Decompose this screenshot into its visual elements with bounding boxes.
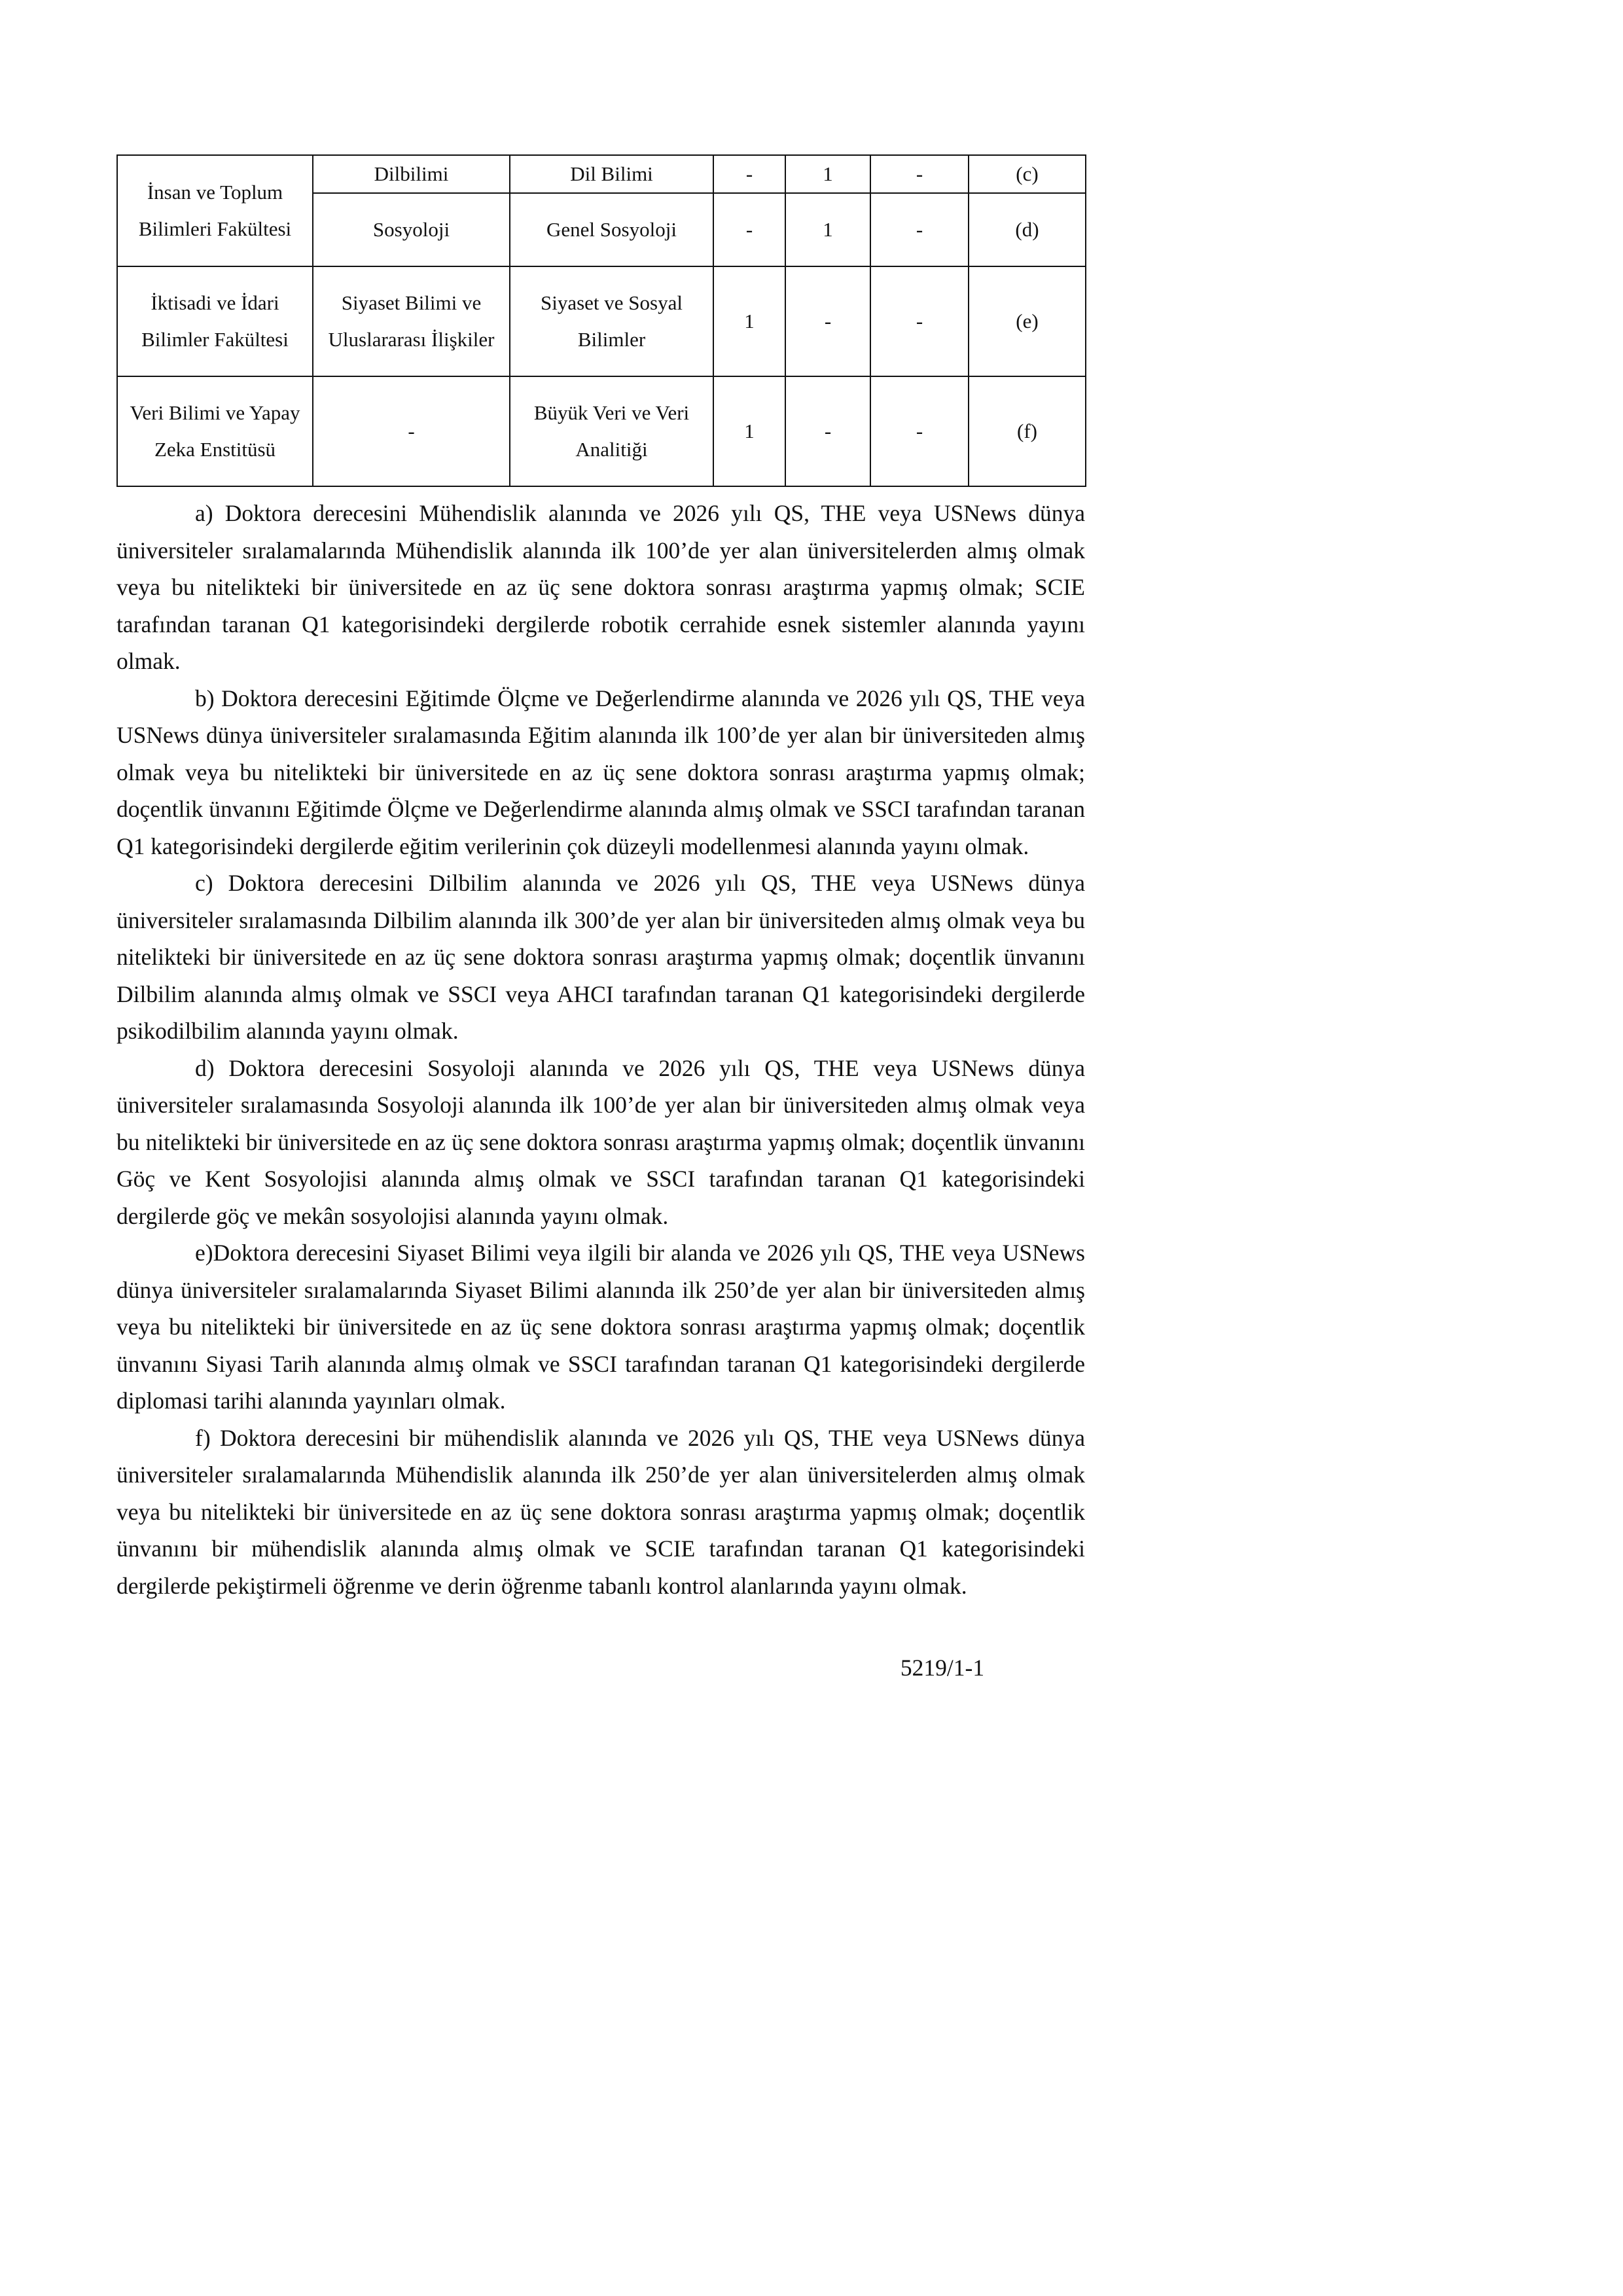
program-cell: Genel Sosyoloji	[510, 193, 713, 266]
requirement-paragraph-e: e)Doktora derecesini Siyaset Bilimi veya ilgili bir alanda ve 2026 yılı QS, THE veya USNews dünya üniversiteler sıralamalarında Siyaset Bilimi alanında ilk 250’de yer alan bir üniversiteden almış veya bu nitelikteki bir üniversitede en az üç sene doktora sonrası araştırma yapmış olmak; doçentlik ünvanını Siyasi Tarih alanında almış olmak ve SSCI tarafından taranan Q1 kategorisindeki dergilerde diplomasi tarihi alanında yayınları olmak.	[116, 1240, 1085, 1414]
count-cell: -	[785, 266, 870, 376]
requirement-paragraph-c: c) Doktora derecesini Dilbilim alanında ve 2026 yılı QS, THE veya USNews dünya üniversiteler sıralamasında Dilbilim alanında ilk 300’de yer alan bir üniversiteden almış olmak veya bu nitelikteki bir üniversitede en az üç sene doktora sonrası araştırma yapmış olmak; doçentlik ünvanını Dilbilim alanında almış olmak ve SSCI veya AHCI tarafından taranan Q1 kategorisindeki dergilerde psikodilbilim alanında yayını olmak.	[116, 870, 1085, 1044]
table-row	[117, 266, 1086, 376]
count-cell: 1	[713, 376, 785, 486]
faculty-cell: Veri Bilimi ve Yapay Zeka Enstitüsü	[117, 376, 313, 486]
program-cell: Büyük Veri ve Veri Analitiği	[510, 376, 713, 486]
requirements-text	[116, 495, 1085, 1604]
requirement-paragraph-b: b) Doktora derecesini Eğitimde Ölçme ve Değerlendirme alanında ve 2026 yılı QS, THE veya USNews dünya üniversiteler sıralamasında Eğitim alanında ilk 100’de yer alan bir üniversiteden almış olmak veya bu nitelikteki bir üniversitede en az üç sene doktora sonrası araştırma yapmış olmak; doçentlik ünvanını Eğitimde Ölçme ve Değerlendirme alanında almış olmak ve SSCI tarafından taranan Q1 kategorisindeki dergilerde eğitim verilerinin çok düzeyli modellenmesi alanında yayını olmak.	[116, 685, 1085, 859]
table-row	[117, 155, 1086, 193]
count-cell: -	[785, 376, 870, 486]
department-cell: -	[313, 376, 510, 486]
count-cell: -	[870, 266, 969, 376]
faculty-cell: İnsan ve Toplum Bilimleri Fakültesi	[117, 155, 313, 266]
table-row	[117, 376, 1086, 486]
note-cell: (c)	[969, 155, 1086, 193]
count-cell: -	[870, 155, 969, 193]
requirement-paragraph-f: f) Doktora derecesini bir mühendislik alanında ve 2026 yılı QS, THE veya USNews dünya üniversiteler sıralamalarında Mühendislik alanında ilk 250’de yer alan üniversitelerden almış olmak veya bu nitelikteki bir üniversitede en az üç sene doktora sonrası araştırma yapmış olmak; doçentlik ünvanını bir mühendislik alanında almış olmak ve SCIE tarafından taranan Q1 kategorisindeki dergilerde pekiştirmeli öğrenme ve derin öğrenme tabanlı kontrol alanlarında yayını olmak.	[116, 1424, 1085, 1599]
requirement-paragraph-a: a) Doktora derecesini Mühendislik alanında ve 2026 yılı QS, THE veya USNews dünya üniversiteler sıralamalarında Mühendislik alanında ilk 100’de yer alan üniversitelerden almış olmak veya bu nitelikteki bir üniversitede en az üç sene doktora sonrası araştırma yapmış olmak; SCIE tarafından taranan Q1 kategorisindeki dergilerde robotik cerrahide esnek sistemler alanında yayını olmak.	[116, 500, 1085, 674]
department-cell: Sosyoloji	[313, 193, 510, 266]
note-cell: (f)	[969, 376, 1086, 486]
note-cell: (e)	[969, 266, 1086, 376]
count-cell: -	[870, 376, 969, 486]
count-cell: 1	[713, 266, 785, 376]
count-cell: 1	[785, 193, 870, 266]
count-cell: -	[713, 193, 785, 266]
note-cell: (d)	[969, 193, 1086, 266]
program-cell: Dil Bilimi	[510, 155, 713, 193]
department-cell: Siyaset Bilimi ve Uluslararası İlişkiler	[313, 266, 510, 376]
faculty-cell: İktisadi ve İdari Bilimler Fakültesi	[117, 266, 313, 376]
count-cell: 1	[785, 155, 870, 193]
requirement-paragraph-d: d) Doktora derecesini Sosyoloji alanında ve 2026 yılı QS, THE veya USNews dünya üniversiteler sıralamasında Sosyoloji alanında ilk 100’de yer alan bir üniversiteden almış olmak veya bu nitelikteki bir üniversitede en az üç sene doktora sonrası araştırma yapmış olmak; doçentlik ünvanını Göç ve Kent Sosyolojisi alanında almış olmak ve SSCI tarafından taranan Q1 kategorisindeki dergilerde göç ve mekân sosyolojisi alanında yayını olmak.	[116, 1054, 1085, 1229]
program-cell: Siyaset ve Sosyal Bilimler	[510, 266, 713, 376]
count-cell: -	[870, 193, 969, 266]
count-cell: -	[713, 155, 785, 193]
page-number: 5219/1-1	[900, 1655, 985, 1681]
staff-table	[116, 154, 1086, 487]
department-cell: Dilbilimi	[313, 155, 510, 193]
